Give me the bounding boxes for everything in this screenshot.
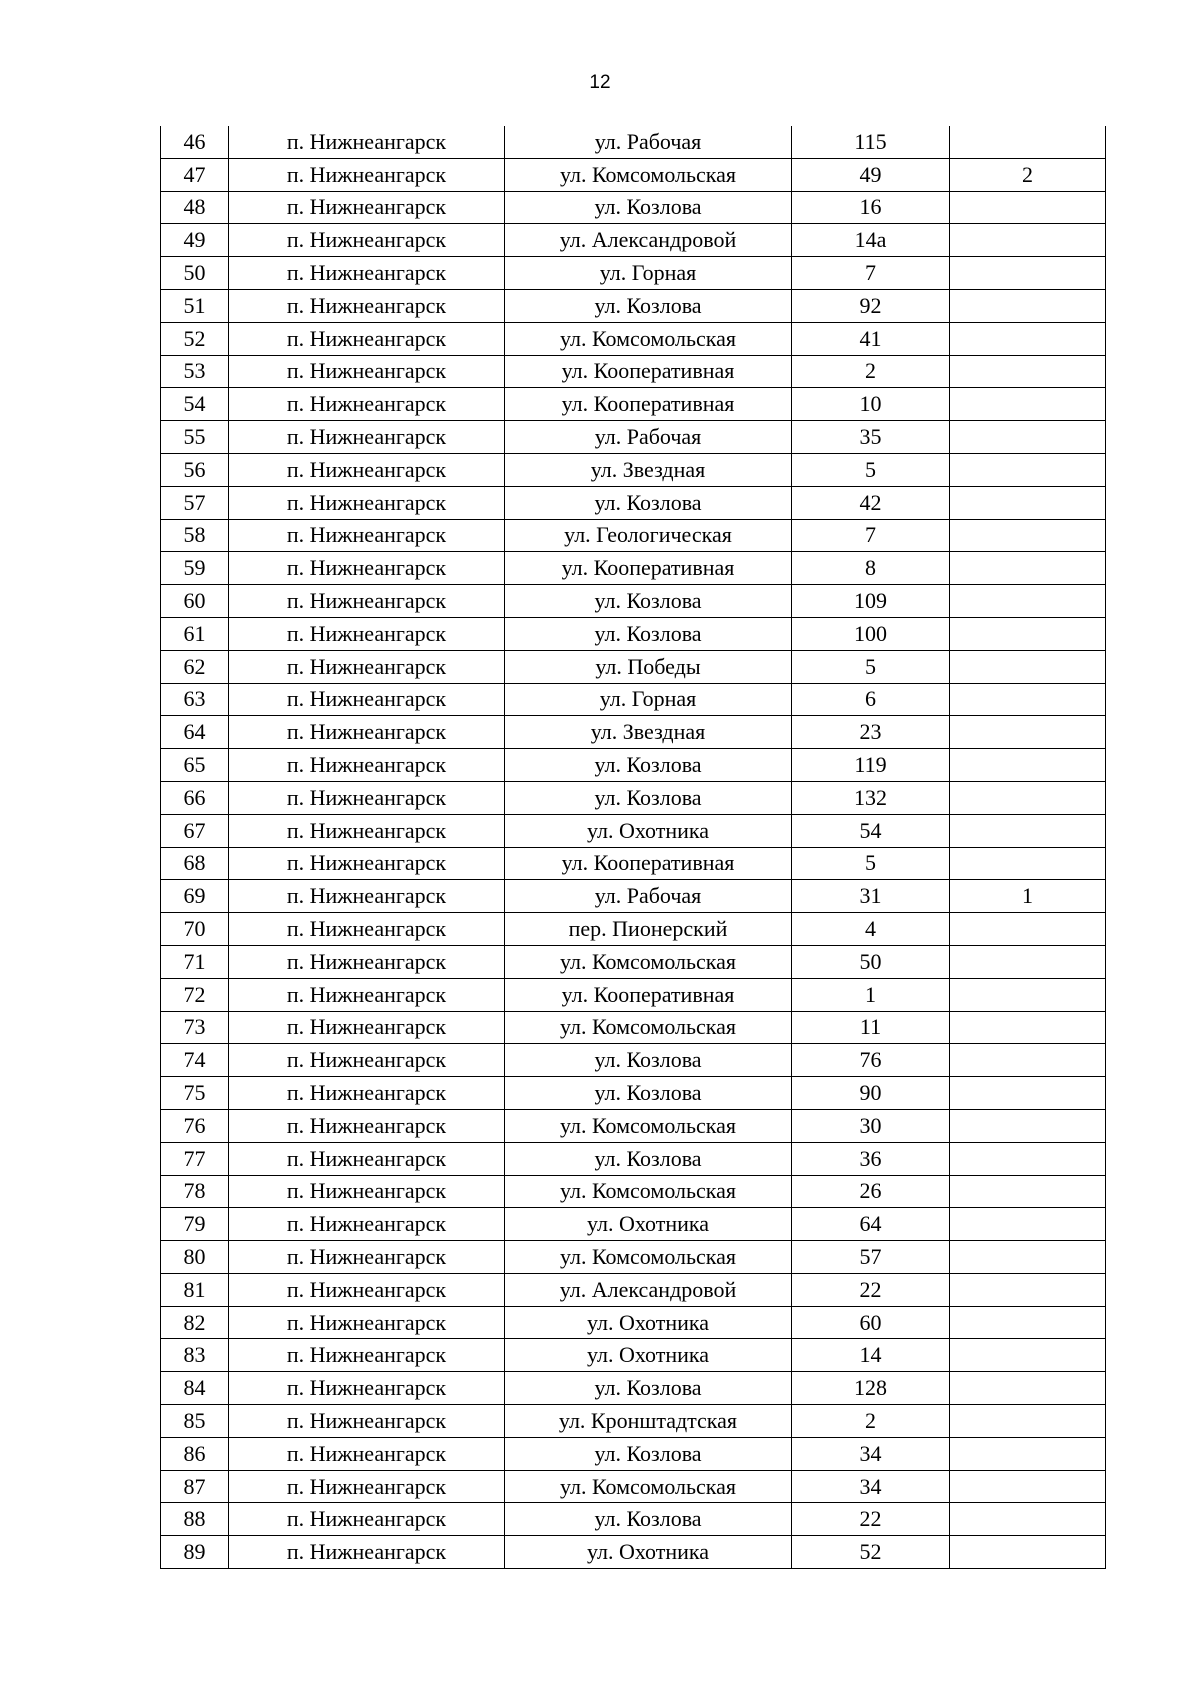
street-cell: ул. Кронштадтская — [505, 1405, 792, 1438]
street-cell: ул. Козлова — [505, 289, 792, 322]
house-number-cell: 16 — [792, 191, 950, 224]
settlement-cell: п. Нижнеангарск — [229, 421, 505, 454]
settlement-cell: п. Нижнеангарск — [229, 1077, 505, 1110]
house-number-cell: 132 — [792, 781, 950, 814]
house-number-cell: 90 — [792, 1077, 950, 1110]
street-cell: ул. Козлова — [505, 1142, 792, 1175]
settlement-cell: п. Нижнеангарск — [229, 1175, 505, 1208]
table-row — [161, 1175, 1106, 1208]
street-cell: ул. Охотника — [505, 1306, 792, 1339]
settlement-cell: п. Нижнеангарск — [229, 1503, 505, 1536]
house-number-cell: 92 — [792, 289, 950, 322]
street-cell: ул. Горная — [505, 683, 792, 716]
row-number-cell: 74 — [161, 1044, 229, 1077]
settlement-cell: п. Нижнеангарск — [229, 945, 505, 978]
table-row — [161, 1306, 1106, 1339]
table-row — [161, 945, 1106, 978]
house-number-cell: 5 — [792, 847, 950, 880]
street-cell: ул. Козлова — [505, 1077, 792, 1110]
street-cell: ул. Козлова — [505, 1437, 792, 1470]
table-row — [161, 585, 1106, 618]
settlement-cell: п. Нижнеангарск — [229, 1470, 505, 1503]
row-number-cell: 48 — [161, 191, 229, 224]
page-number: 12 — [589, 72, 611, 93]
table-row — [161, 1273, 1106, 1306]
extra-value-cell — [950, 781, 1106, 814]
table-row — [161, 1503, 1106, 1536]
row-number-cell: 76 — [161, 1109, 229, 1142]
street-cell: ул. Комсомольская — [505, 1011, 792, 1044]
extra-value-cell — [950, 552, 1106, 585]
row-number-cell: 55 — [161, 421, 229, 454]
extra-value-cell — [950, 1405, 1106, 1438]
house-number-cell: 14 — [792, 1339, 950, 1372]
street-cell: ул. Козлова — [505, 1503, 792, 1536]
row-number-cell: 84 — [161, 1372, 229, 1405]
table-row — [161, 913, 1106, 946]
house-number-cell: 128 — [792, 1372, 950, 1405]
street-cell: ул. Звездная — [505, 716, 792, 749]
street-cell: ул. Охотника — [505, 1536, 792, 1569]
extra-value-cell — [950, 716, 1106, 749]
table-row — [161, 1109, 1106, 1142]
settlement-cell: п. Нижнеангарск — [229, 913, 505, 946]
house-number-cell: 100 — [792, 617, 950, 650]
street-cell: ул. Горная — [505, 257, 792, 290]
row-number-cell: 58 — [161, 519, 229, 552]
row-number-cell: 80 — [161, 1241, 229, 1274]
row-number-cell: 86 — [161, 1437, 229, 1470]
house-number-cell: 49 — [792, 158, 950, 191]
table-row — [161, 1044, 1106, 1077]
settlement-cell: п. Нижнеангарск — [229, 585, 505, 618]
extra-value-cell — [950, 191, 1106, 224]
house-number-cell: 2 — [792, 1405, 950, 1438]
extra-value-cell — [950, 322, 1106, 355]
extra-value-cell — [950, 224, 1106, 257]
house-number-cell: 109 — [792, 585, 950, 618]
street-cell: ул. Комсомольская — [505, 1175, 792, 1208]
row-number-cell: 71 — [161, 945, 229, 978]
row-number-cell: 81 — [161, 1273, 229, 1306]
row-number-cell: 85 — [161, 1405, 229, 1438]
house-number-cell: 11 — [792, 1011, 950, 1044]
street-cell: ул. Комсомольская — [505, 945, 792, 978]
street-cell: ул. Рабочая — [505, 126, 792, 158]
table-row — [161, 158, 1106, 191]
house-number-cell: 60 — [792, 1306, 950, 1339]
row-number-cell: 49 — [161, 224, 229, 257]
table-row — [161, 552, 1106, 585]
row-number-cell: 52 — [161, 322, 229, 355]
settlement-cell: п. Нижнеангарск — [229, 650, 505, 683]
street-cell: ул. Козлова — [505, 781, 792, 814]
street-cell: ул. Козлова — [505, 617, 792, 650]
street-cell: ул. Комсомольская — [505, 158, 792, 191]
extra-value-cell — [950, 453, 1106, 486]
row-number-cell: 75 — [161, 1077, 229, 1110]
street-cell: ул. Комсомольская — [505, 322, 792, 355]
settlement-cell: п. Нижнеангарск — [229, 880, 505, 913]
row-number-cell: 67 — [161, 814, 229, 847]
settlement-cell: п. Нижнеангарск — [229, 814, 505, 847]
table-row — [161, 1405, 1106, 1438]
table-row — [161, 453, 1106, 486]
house-number-cell: 119 — [792, 749, 950, 782]
house-number-cell: 6 — [792, 683, 950, 716]
street-cell: ул. Комсомольская — [505, 1109, 792, 1142]
house-number-cell: 31 — [792, 880, 950, 913]
extra-value-cell — [950, 847, 1106, 880]
extra-value-cell — [950, 913, 1106, 946]
extra-value-cell — [950, 421, 1106, 454]
extra-value-cell — [950, 617, 1106, 650]
row-number-cell: 65 — [161, 749, 229, 782]
row-number-cell: 63 — [161, 683, 229, 716]
table-row — [161, 355, 1106, 388]
settlement-cell: п. Нижнеангарск — [229, 1241, 505, 1274]
street-cell: ул. Кооперативная — [505, 847, 792, 880]
house-number-cell: 23 — [792, 716, 950, 749]
extra-value-cell: 2 — [950, 158, 1106, 191]
house-number-cell: 7 — [792, 519, 950, 552]
table-row — [161, 650, 1106, 683]
settlement-cell: п. Нижнеангарск — [229, 453, 505, 486]
settlement-cell: п. Нижнеангарск — [229, 1273, 505, 1306]
extra-value-cell: 1 — [950, 880, 1106, 913]
house-number-cell: 52 — [792, 1536, 950, 1569]
table-row — [161, 1011, 1106, 1044]
extra-value-cell — [950, 1109, 1106, 1142]
extra-value-cell — [950, 585, 1106, 618]
row-number-cell: 66 — [161, 781, 229, 814]
row-number-cell: 77 — [161, 1142, 229, 1175]
table-row — [161, 847, 1106, 880]
row-number-cell: 56 — [161, 453, 229, 486]
settlement-cell: п. Нижнеангарск — [229, 1339, 505, 1372]
street-cell: ул. Козлова — [505, 585, 792, 618]
extra-value-cell — [950, 1077, 1106, 1110]
house-number-cell: 41 — [792, 322, 950, 355]
extra-value-cell — [950, 1142, 1106, 1175]
extra-value-cell — [950, 1536, 1106, 1569]
settlement-cell: п. Нижнеангарск — [229, 224, 505, 257]
row-number-cell: 89 — [161, 1536, 229, 1569]
table-row — [161, 683, 1106, 716]
table-row — [161, 880, 1106, 913]
house-number-cell: 8 — [792, 552, 950, 585]
settlement-cell: п. Нижнеангарск — [229, 126, 505, 158]
extra-value-cell — [950, 355, 1106, 388]
settlement-cell: п. Нижнеангарск — [229, 519, 505, 552]
settlement-cell: п. Нижнеангарск — [229, 749, 505, 782]
row-number-cell: 87 — [161, 1470, 229, 1503]
table-row — [161, 1437, 1106, 1470]
house-number-cell: 64 — [792, 1208, 950, 1241]
settlement-cell: п. Нижнеангарск — [229, 322, 505, 355]
table-row — [161, 1077, 1106, 1110]
row-number-cell: 83 — [161, 1339, 229, 1372]
table-row — [161, 388, 1106, 421]
table-row — [161, 1208, 1106, 1241]
table-row — [161, 814, 1106, 847]
extra-value-cell — [950, 749, 1106, 782]
extra-value-cell — [950, 126, 1106, 158]
extra-value-cell — [950, 1175, 1106, 1208]
house-number-cell: 54 — [792, 814, 950, 847]
settlement-cell: п. Нижнеангарск — [229, 847, 505, 880]
settlement-cell: п. Нижнеангарск — [229, 388, 505, 421]
row-number-cell: 70 — [161, 913, 229, 946]
house-number-cell: 5 — [792, 650, 950, 683]
row-number-cell: 60 — [161, 585, 229, 618]
street-cell: ул. Козлова — [505, 1372, 792, 1405]
extra-value-cell — [950, 1241, 1106, 1274]
table-row — [161, 1470, 1106, 1503]
extra-value-cell — [950, 978, 1106, 1011]
table-row — [161, 978, 1106, 1011]
extra-value-cell — [950, 945, 1106, 978]
extra-value-cell — [950, 388, 1106, 421]
settlement-cell: п. Нижнеангарск — [229, 1437, 505, 1470]
street-cell: ул. Геологическая — [505, 519, 792, 552]
house-number-cell: 50 — [792, 945, 950, 978]
house-number-cell: 35 — [792, 421, 950, 454]
table-row — [161, 421, 1106, 454]
row-number-cell: 78 — [161, 1175, 229, 1208]
extra-value-cell — [950, 257, 1106, 290]
house-number-cell: 76 — [792, 1044, 950, 1077]
extra-value-cell — [950, 289, 1106, 322]
table-row — [161, 749, 1106, 782]
house-number-cell: 1 — [792, 978, 950, 1011]
street-cell: ул. Охотника — [505, 1208, 792, 1241]
extra-value-cell — [950, 1273, 1106, 1306]
extra-value-cell — [950, 1011, 1106, 1044]
settlement-cell: п. Нижнеангарск — [229, 1011, 505, 1044]
street-cell: ул. Александровой — [505, 1273, 792, 1306]
extra-value-cell — [950, 650, 1106, 683]
row-number-cell: 62 — [161, 650, 229, 683]
settlement-cell: п. Нижнеангарск — [229, 1372, 505, 1405]
street-cell: ул. Козлова — [505, 191, 792, 224]
house-number-cell: 30 — [792, 1109, 950, 1142]
extra-value-cell — [950, 1470, 1106, 1503]
street-cell: ул. Кооперативная — [505, 552, 792, 585]
street-cell: ул. Козлова — [505, 486, 792, 519]
house-number-cell: 2 — [792, 355, 950, 388]
street-cell: ул. Козлова — [505, 1044, 792, 1077]
settlement-cell: п. Нижнеангарск — [229, 552, 505, 585]
row-number-cell: 68 — [161, 847, 229, 880]
row-number-cell: 46 — [161, 126, 229, 158]
row-number-cell: 69 — [161, 880, 229, 913]
settlement-cell: п. Нижнеангарск — [229, 1306, 505, 1339]
extra-value-cell — [950, 814, 1106, 847]
house-number-cell: 5 — [792, 453, 950, 486]
street-cell: ул. Охотника — [505, 1339, 792, 1372]
extra-value-cell — [950, 1339, 1106, 1372]
settlement-cell: п. Нижнеангарск — [229, 158, 505, 191]
extra-value-cell — [950, 486, 1106, 519]
row-number-cell: 64 — [161, 716, 229, 749]
street-cell: ул. Кооперативная — [505, 355, 792, 388]
settlement-cell: п. Нижнеангарск — [229, 978, 505, 1011]
row-number-cell: 51 — [161, 289, 229, 322]
table-row — [161, 1339, 1106, 1372]
table-row — [161, 322, 1106, 355]
street-cell: ул. Охотника — [505, 814, 792, 847]
house-number-cell: 115 — [792, 126, 950, 158]
street-cell: ул. Кооперативная — [505, 388, 792, 421]
house-number-cell: 34 — [792, 1437, 950, 1470]
street-cell: ул. Комсомольская — [505, 1241, 792, 1274]
row-number-cell: 50 — [161, 257, 229, 290]
table-row — [161, 617, 1106, 650]
street-cell: ул. Рабочая — [505, 880, 792, 913]
street-cell: ул. Звездная — [505, 453, 792, 486]
settlement-cell: п. Нижнеангарск — [229, 486, 505, 519]
settlement-cell: п. Нижнеангарск — [229, 191, 505, 224]
settlement-cell: п. Нижнеангарск — [229, 289, 505, 322]
table-row — [161, 716, 1106, 749]
row-number-cell: 59 — [161, 552, 229, 585]
house-number-cell: 34 — [792, 1470, 950, 1503]
house-number-cell: 22 — [792, 1273, 950, 1306]
street-cell: ул. Рабочая — [505, 421, 792, 454]
street-cell: ул. Александровой — [505, 224, 792, 257]
row-number-cell: 61 — [161, 617, 229, 650]
table-row — [161, 224, 1106, 257]
settlement-cell: п. Нижнеангарск — [229, 355, 505, 388]
settlement-cell: п. Нижнеангарск — [229, 781, 505, 814]
table-row — [161, 781, 1106, 814]
row-number-cell: 82 — [161, 1306, 229, 1339]
row-number-cell: 53 — [161, 355, 229, 388]
table-row — [161, 1241, 1106, 1274]
row-number-cell: 88 — [161, 1503, 229, 1536]
street-cell: пер. Пионерский — [505, 913, 792, 946]
row-number-cell: 73 — [161, 1011, 229, 1044]
row-number-cell: 57 — [161, 486, 229, 519]
table-row — [161, 257, 1106, 290]
settlement-cell: п. Нижнеангарск — [229, 683, 505, 716]
table-row — [161, 1372, 1106, 1405]
table-row — [161, 486, 1106, 519]
house-number-cell: 42 — [792, 486, 950, 519]
settlement-cell: п. Нижнеангарск — [229, 1142, 505, 1175]
settlement-cell: п. Нижнеангарск — [229, 1109, 505, 1142]
extra-value-cell — [950, 1044, 1106, 1077]
house-number-cell: 14а — [792, 224, 950, 257]
street-cell: ул. Козлова — [505, 749, 792, 782]
settlement-cell: п. Нижнеангарск — [229, 257, 505, 290]
table-row — [161, 126, 1106, 158]
table-row — [161, 519, 1106, 552]
extra-value-cell — [950, 1503, 1106, 1536]
extra-value-cell — [950, 1372, 1106, 1405]
table-row — [161, 191, 1106, 224]
extra-value-cell — [950, 519, 1106, 552]
row-number-cell: 54 — [161, 388, 229, 421]
house-number-cell: 10 — [792, 388, 950, 421]
house-number-cell: 4 — [792, 913, 950, 946]
settlement-cell: п. Нижнеангарск — [229, 617, 505, 650]
settlement-cell: п. Нижнеангарск — [229, 1044, 505, 1077]
table-row — [161, 1142, 1106, 1175]
settlement-cell: п. Нижнеангарск — [229, 1536, 505, 1569]
address-table — [160, 126, 1106, 1569]
row-number-cell: 79 — [161, 1208, 229, 1241]
street-cell: ул. Победы — [505, 650, 792, 683]
table-row — [161, 289, 1106, 322]
extra-value-cell — [950, 1306, 1106, 1339]
settlement-cell: п. Нижнеангарск — [229, 716, 505, 749]
house-number-cell: 7 — [792, 257, 950, 290]
house-number-cell: 22 — [792, 1503, 950, 1536]
house-number-cell: 36 — [792, 1142, 950, 1175]
row-number-cell: 72 — [161, 978, 229, 1011]
house-number-cell: 57 — [792, 1241, 950, 1274]
extra-value-cell — [950, 1208, 1106, 1241]
address-table-body — [161, 126, 1106, 1569]
table-row — [161, 1536, 1106, 1569]
settlement-cell: п. Нижнеангарск — [229, 1208, 505, 1241]
settlement-cell: п. Нижнеангарск — [229, 1405, 505, 1438]
extra-value-cell — [950, 683, 1106, 716]
extra-value-cell — [950, 1437, 1106, 1470]
street-cell: ул. Кооперативная — [505, 978, 792, 1011]
row-number-cell: 47 — [161, 158, 229, 191]
house-number-cell: 26 — [792, 1175, 950, 1208]
street-cell: ул. Комсомольская — [505, 1470, 792, 1503]
